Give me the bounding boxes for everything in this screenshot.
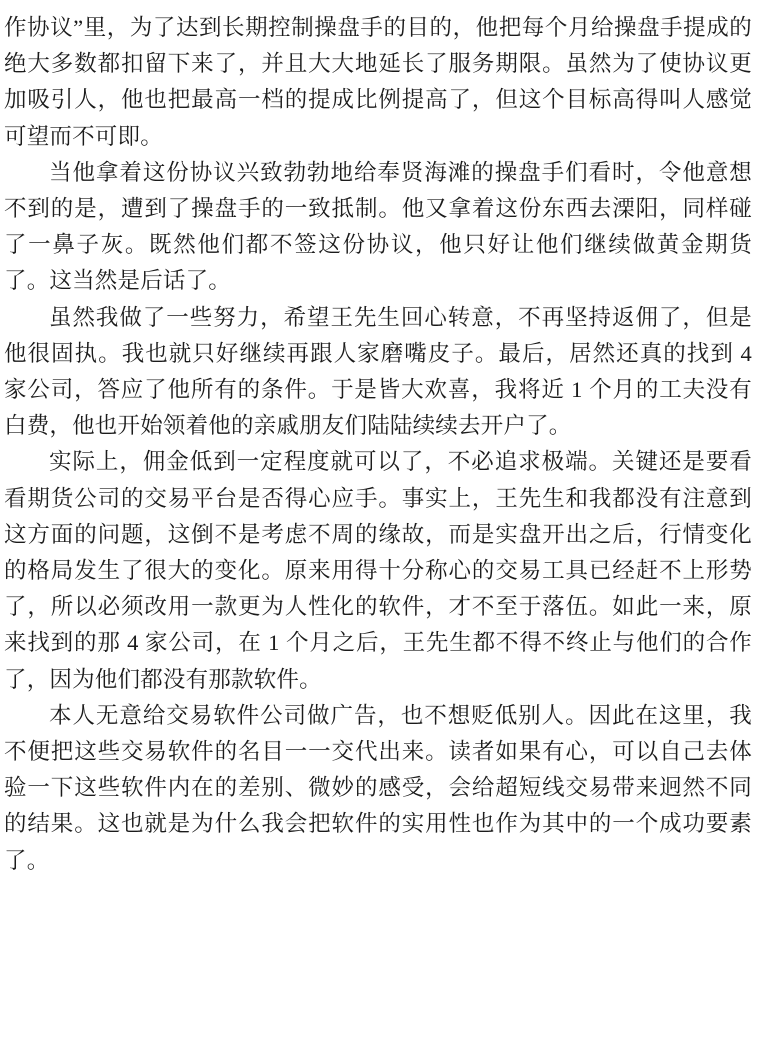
paragraph: 实际上，佣金低到一定程度就可以了，不必追求极端。关键还是要看看期货公司的交易平台是否得心应手。事实上，王先生和我都没有注意到这方面的问题，这倒不是考虑不周的缘故，而是实盘开出之后，行情变化的格局发生了很大的变化。原来用得十分称心的交易工具已经赶不上形势了，所以必须改用一款更为人性化的软件，才不至于落伍。如此一来，原来找到的那 4 家公司，在 1 个月之后，王先生都不得不终止与他们的合作了，因为他们都没有那款软件。 bbox=[4, 449, 752, 692]
paragraph: 当他拿着这份协议兴致勃勃地给奉贤海滩的操盘手们看时，令他意想不到的是，遭到了操盘手的一致抵制。他又拿着这份东西去溧阳，同样碰了一鼻子灰。既然他们都不签这份协议，他只好让他们继续做黄金期货了。这当然是后话了。 bbox=[4, 159, 752, 294]
body-text bbox=[4, 10, 752, 879]
paragraph: 虽然我做了一些努力，希望王先生回心转意，不再坚持返佣了，但是他很固执。我也就只好继续再跟人家磨嘴皮子。最后，居然还真的找到 4 家公司，答应了他所有的条件。于是皆大欢喜，我将近 1 个月的工夫没有白费，他也开始领着他的亲戚朋友们陆陆续续去开户了。 bbox=[4, 304, 752, 439]
paragraph: 作协议”里，为了达到长期控制操盘手的目的，他把每个月给操盘手提成的绝大多数都扣留下来了，并且大大地延长了服务期限。虽然为了使协议更加吸引人，他也把最高一档的提成比例提高了，但这个目标高得叫人感觉可望而不可即。 bbox=[4, 15, 752, 149]
paragraph: 本人无意给交易软件公司做广告，也不想贬低别人。因此在这里，我不便把这些交易软件的名目一一交代出来。读者如果有心，可以自己去体验一下这些软件内在的差别、微妙的感受，会给超短线交易带来迥然不同的结果。这也就是为什么我会把软件的实用性也作为其中的一个成功要素了。 bbox=[4, 702, 752, 873]
